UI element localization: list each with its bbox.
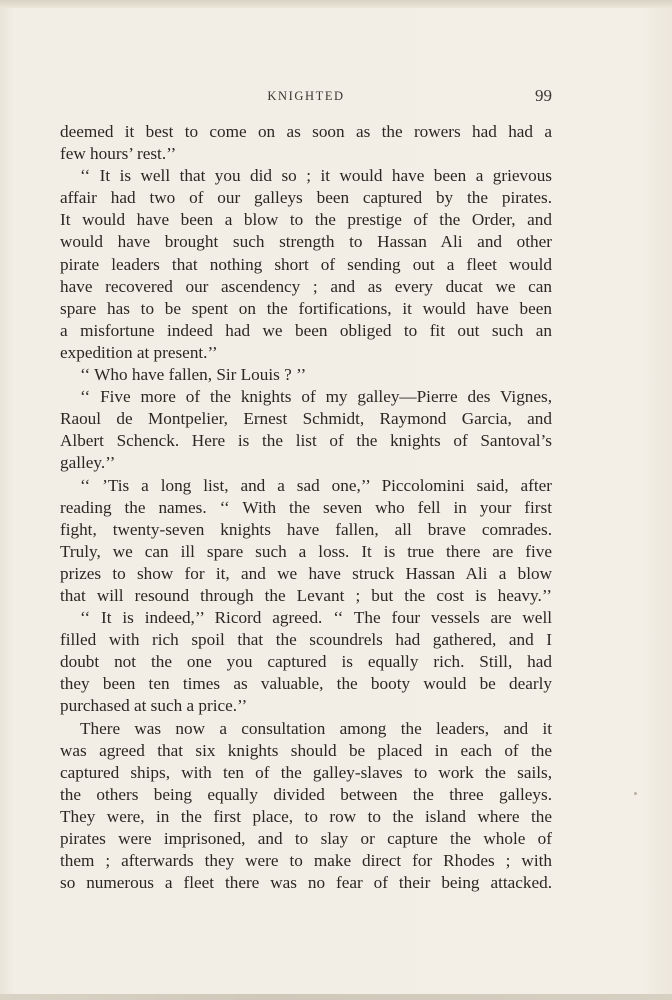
text-line: expedition at present.’’ (60, 342, 218, 362)
text-line: purchased at such a price.’’ (60, 696, 248, 716)
paper-speck (634, 792, 637, 795)
text-line: Truly, we can ill spare such a loss. It is true there are five (60, 541, 552, 561)
text-line: filled with rich spoil that the scoundrels had gathered, and I (60, 630, 552, 650)
text-line: They were, in the first place, to row to the island where the (60, 806, 552, 826)
text-line: that will resound through the Levant ; but the cost is heavy.’’ (60, 585, 552, 605)
text-line: There was now a consultation among the leaders, and it (80, 718, 552, 738)
text-line: the others being equally divided between the three galleys. (60, 784, 552, 804)
text-line: ‘‘ Who have fallen, Sir Louis ? ’’ (80, 365, 307, 385)
text-line: few hours’ rest.’’ (60, 144, 177, 164)
text-line: ‘‘ ’Tis a long list, and a sad one,’’ Piccolomini said, after (80, 475, 552, 495)
text-line: a misfortune indeed had we been obliged to fit out such an (60, 320, 552, 340)
text-line: deemed it best to come on as soon as the rowers had had a (60, 122, 552, 141)
page-bottom-edge (0, 994, 672, 1000)
text-line: reading the names. ‘‘ With the seven who fell in your first (60, 497, 552, 517)
text-line: them ; afterwards they were to make direct for Rhodes ; with (60, 851, 552, 871)
text-line: ‘‘ It is well that you did so ; it would have been a grievous (80, 166, 552, 186)
text-line: It would have been a blow to the prestige of the Order, and (60, 210, 552, 230)
text-line: Raoul de Montpelier, Ernest Schmidt, Raymond Garcia, and (60, 409, 552, 429)
text-line: prizes to show for it, and we have struck Hassan Ali a blow (60, 563, 552, 583)
text-line: fight, twenty-seven knights have fallen, all brave comrades. (60, 519, 552, 539)
text-line: ‘‘ Five more of the knights of my galley—Pierre des Vignes, (80, 387, 552, 407)
text-line: was agreed that six knights should be placed in each of the (60, 740, 552, 760)
text-line: spare has to be spent on the fortifications, it would have been (60, 298, 552, 318)
text-line: captured ships, with ten of the galley-slaves to work the sails, (60, 762, 552, 782)
text-line: pirates were imprisoned, and to slay or capture the whole of (60, 829, 552, 848)
text-line: so numerous a fleet there was no fear of their being attacked. (60, 873, 552, 893)
text-line: they been ten times as valuable, the booty would be dearly (60, 674, 552, 694)
text-line: Albert Schenck. Here is the list of the knights of Santoval’s (60, 431, 552, 451)
page-number: 99 (535, 86, 552, 105)
text-line: affair had two of our galleys been captured by the pirates. (60, 188, 552, 208)
page-header (60, 86, 552, 110)
page-top-edge (0, 0, 672, 8)
text-line: doubt not the one you captured is equally rich. Still, had (60, 652, 552, 672)
body-text (60, 121, 552, 894)
text-line: pirate leaders that nothing short of sending out a fleet would (60, 254, 552, 274)
text-line: galley.’’ (60, 453, 116, 473)
text-line: ‘‘ It is indeed,’’ Ricord agreed. ‘‘ The four vessels are well (80, 608, 552, 628)
running-head: KNIGHTED (267, 89, 345, 103)
text-line: have recovered our ascendency ; and as every ducat we can (60, 276, 552, 296)
text-line: would have brought such strength to Hassan Ali and other (60, 232, 552, 252)
